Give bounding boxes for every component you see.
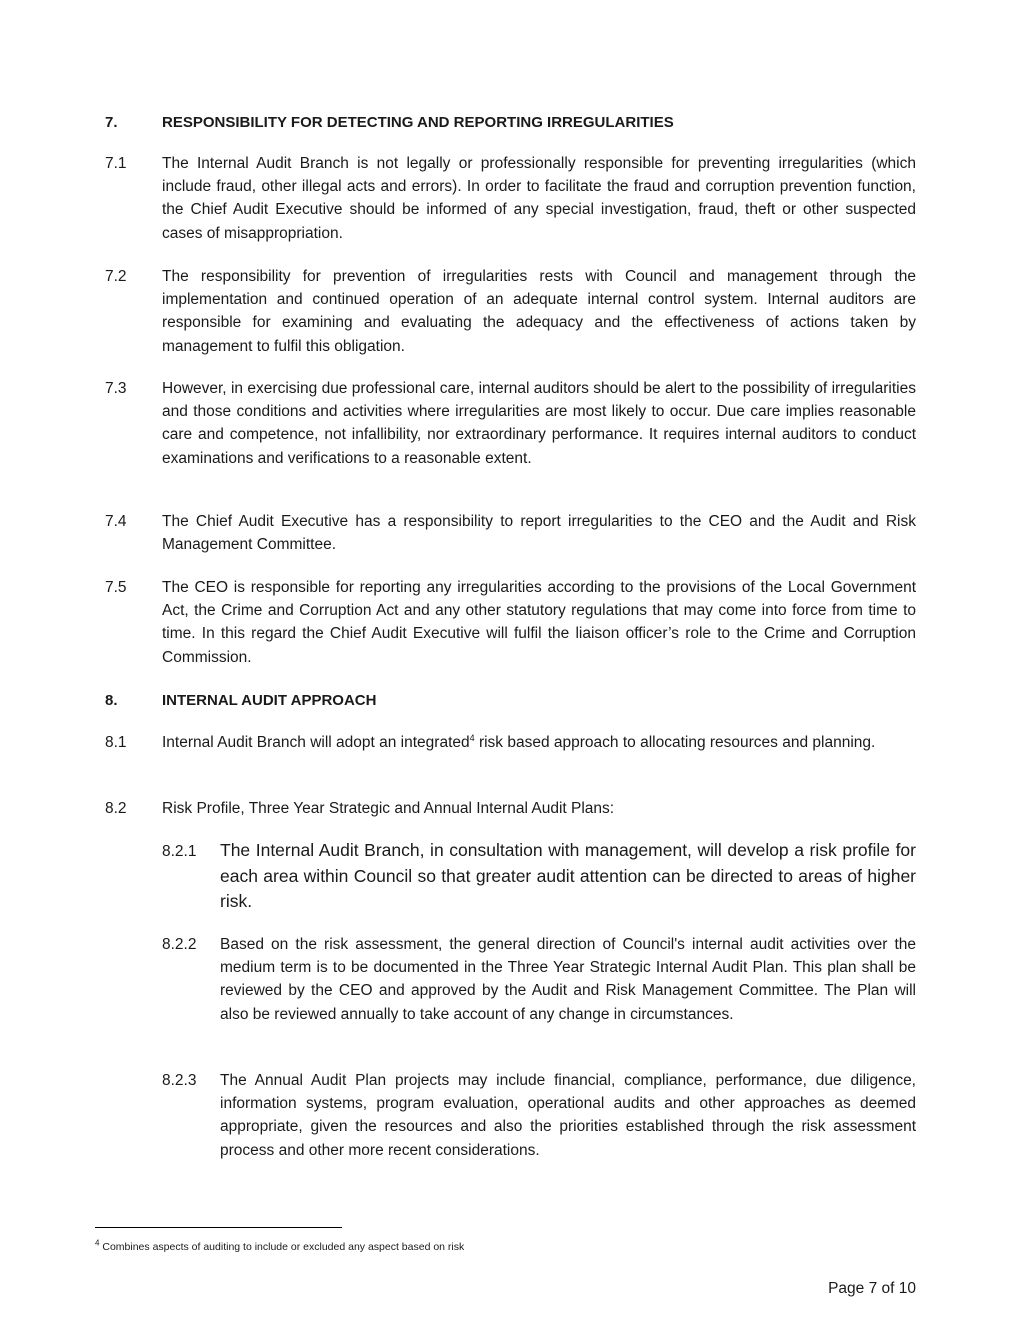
paragraph-text: The Internal Audit Branch, in consultation with management, will develop a risk profile for each area within Council so that greater audit attention can be directed to areas of higher risk. xyxy=(220,840,916,911)
paragraph-text: The Internal Audit Branch is not legally or professionally responsible for preventing irregularities (which include fraud, other illegal acts and errors). In order to facilitate the fraud and corruption prevention function, the Chief Audit Executive should be informed of any special investigation, fraud, theft or other suspected cases of misappropriation. xyxy=(162,155,916,242)
section-number: 7. xyxy=(105,114,118,131)
paragraph-text-end: risk based approach to allocating resources and planning. xyxy=(474,734,876,751)
paragraph-number: 7.3 xyxy=(105,380,127,397)
paragraph-number: 7.2 xyxy=(105,268,127,285)
paragraph-8-2 xyxy=(105,797,916,820)
paragraph-7-5 xyxy=(105,576,916,669)
section-7-heading xyxy=(105,111,916,134)
paragraph-8-2-2 xyxy=(162,933,916,1026)
paragraph-number: 8.1 xyxy=(105,734,127,751)
footnote-reference: 4 xyxy=(469,732,475,743)
paragraph-text-start: Internal Audit Branch will adopt an integrated xyxy=(162,734,470,751)
paragraph-8-1 xyxy=(105,731,916,754)
paragraph-text: The CEO is responsible for reporting any irregularities according to the provisions of the Local Government Act, the Crime and Corruption Act and any other statutory regulations that may come into force from time to time. In this regard the Chief Audit Executive will fulfil the liaison officer’s role to the Crime and Corruption Commission. xyxy=(162,579,916,666)
paragraph-8-2-3 xyxy=(162,1069,916,1162)
paragraph-number: 7.5 xyxy=(105,579,127,596)
paragraph-text: Risk Profile, Three Year Strategic and Annual Internal Audit Plans: xyxy=(162,800,615,817)
paragraph-8-2-1 xyxy=(162,838,916,915)
paragraph-number: 8.2.2 xyxy=(162,936,197,953)
paragraph-number: 8.2 xyxy=(105,800,127,817)
paragraph-7-3 xyxy=(105,377,916,470)
section-8-heading xyxy=(105,689,916,712)
section-number: 8. xyxy=(105,692,118,709)
section-title: INTERNAL AUDIT APPROACH xyxy=(162,692,377,709)
footnote-mark: 4 xyxy=(95,1238,100,1248)
paragraph-text: The Annual Audit Plan projects may include financial, compliance, performance, due diligence, information systems, program evaluation, operational audits and other approaches as deemed appropriate, given the resources and also the priorities established through the risk assessment process and other more recent considerations. xyxy=(220,1072,916,1159)
paragraph-text xyxy=(162,731,916,754)
paragraph-text: The Chief Audit Executive has a responsibility to report irregularities to the CEO and the Audit and Risk Management Committee. xyxy=(162,513,916,554)
paragraph-text: However, in exercising due professional care, internal auditors should be alert to the possibility of irregularities and those conditions and activities where irregularities are most likely to occur. Due care implies reasonable care and competence, not infallibility, nor extraordinary performance. It requires internal auditors to conduct examinations and verifications to a reasonable extent. xyxy=(162,380,916,467)
paragraph-number: 7.4 xyxy=(105,513,127,530)
footnote-text: Combines aspects of auditing to include or excluded any aspect based on risk xyxy=(102,1241,465,1253)
paragraph-number: 8.2.1 xyxy=(162,843,197,860)
footnote xyxy=(95,1240,464,1254)
paragraph-text: The responsibility for prevention of irregularities rests with Council and management through the implementation and continued operation of an adequate internal control system. Internal auditors are responsible for examining and evaluating the adequacy and the effectiveness of actions taken by management to fulfil this obligation. xyxy=(162,268,916,355)
section-title: RESPONSIBILITY FOR DETECTING AND REPORTING IRREGULARITIES xyxy=(162,114,674,131)
paragraph-7-2 xyxy=(105,265,916,358)
paragraph-number: 7.1 xyxy=(105,155,127,172)
footnote-separator xyxy=(95,1227,342,1228)
paragraph-text: Based on the risk assessment, the general direction of Council's internal audit activities over the medium term is to be documented in the Three Year Strategic Internal Audit Plan. This plan shall be reviewed by the CEO and approved by the Audit and Risk Management Committee. The Plan will also be reviewed annually to take account of any change in circumstances. xyxy=(220,936,916,1023)
paragraph-7-1 xyxy=(105,152,916,245)
page-number: Page 7 of 10 xyxy=(828,1280,916,1297)
paragraph-7-4 xyxy=(105,510,916,556)
paragraph-number: 8.2.3 xyxy=(162,1072,197,1089)
